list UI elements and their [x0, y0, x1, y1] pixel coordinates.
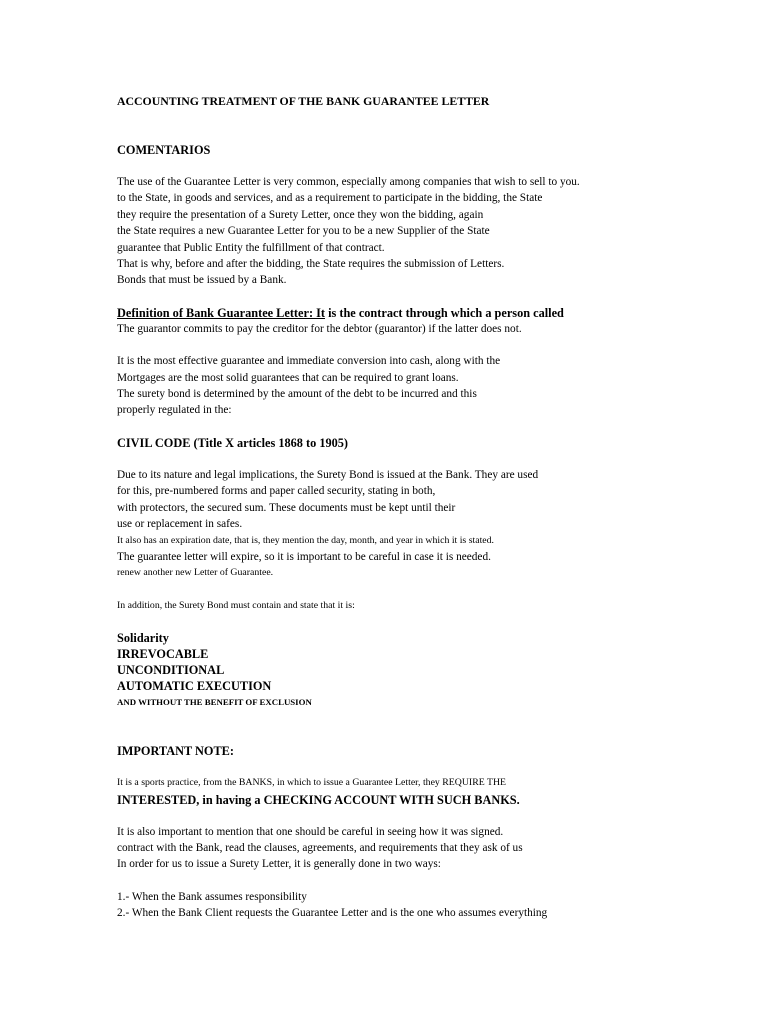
- paragraph-line: Bonds that must be issued by a Bank.: [117, 274, 287, 287]
- document-body: [117, 93, 737, 922]
- important-paragraph: [117, 775, 737, 807]
- definition-paragraph: [117, 305, 737, 337]
- paragraph-line: contract with the Bank, read the clauses, agreements, and requirements that they ask of us: [117, 841, 523, 854]
- paragraph-line: Due to its nature and legal implications, the Surety Bond is issued at the Bank. They are used: [117, 468, 539, 481]
- paragraph-line: The surety bond is determined by the amount of the debt to be incurred and this: [117, 388, 477, 401]
- paragraph-line: It also has an expiration date, that is, they mention the day, month, and year in which it is stated.: [117, 534, 494, 546]
- property-item: Solidarity: [117, 631, 169, 646]
- comentarios-heading: COMENTARIOS: [117, 143, 211, 157]
- ways-list: [117, 889, 737, 922]
- paragraph-line: the State requires a new Guarantee Letter for you to be a new Supplier of the State: [117, 225, 490, 238]
- paragraph-line: Mortgages are the most solid guarantees that can be required to grant loans.: [117, 371, 459, 384]
- property-item: AUTOMATIC EXECUTION: [117, 679, 272, 694]
- paragraph-line: It is the most effective guarantee and immediate conversion into cash, along with the: [117, 355, 501, 368]
- paragraph-line: with protectors, the secured sum. These documents must be kept until their: [117, 501, 456, 514]
- paragraph-line: The use of the Guarantee Letter is very common, especially among companies that wish to sell to you.: [117, 176, 580, 188]
- nature-paragraph: [117, 467, 737, 582]
- paragraph-line: properly regulated in the:: [117, 404, 232, 417]
- paragraph-line: use or replacement in safes.: [117, 518, 243, 531]
- paragraph-line: It is a sports practice, from the BANKS, in which to issue a Guarantee Letter, they REQUIRE THE: [117, 777, 507, 789]
- way-item: 1.- When the Bank assumes responsibility: [117, 890, 307, 903]
- addition-line: In addition, the Surety Bond must contain and state that it is:: [117, 599, 355, 611]
- civil-code-heading: CIVIL CODE (Title X articles 1868 to 1905): [117, 435, 349, 450]
- paragraph-line: guarantee that Public Entity the fulfillment of that contract.: [117, 241, 385, 254]
- paragraph-line: they require the presentation of a Surety Letter, once they won the bidding, again: [117, 208, 484, 221]
- paragraph-line: INTERESTED, in having a CHECKING ACCOUNT WITH SUCH BANKS.: [117, 792, 520, 807]
- properties-list: [117, 630, 737, 710]
- definition-rest: is the contract through which a person called: [325, 305, 564, 320]
- paragraph-line: It is also important to mention that one should be careful in seeing how it was signed.: [117, 825, 504, 838]
- way-item: 2.- When the Bank Client requests the Guarantee Letter and is the one who assumes everything: [117, 907, 548, 920]
- paragraph-line: That is why, before and after the bidding, the State requires the submission of Letters.: [117, 258, 505, 271]
- document-title: ACCOUNTING TREATMENT OF THE BANK GUARANTEE LETTER: [117, 94, 490, 108]
- definition-line: [117, 305, 737, 321]
- property-item: AND WITHOUT THE BENEFIT OF EXCLUSION: [117, 697, 312, 708]
- paragraph-line: for this, pre-numbered forms and paper called security, stating in both,: [117, 485, 436, 498]
- paragraph-line: renew another new Letter of Guarantee.: [117, 567, 274, 579]
- paragraph-line: The guarantee letter will expire, so it is important to be careful in case it is needed.: [117, 550, 491, 563]
- important-note-heading: IMPORTANT NOTE:: [117, 744, 234, 759]
- property-item: UNCONDITIONAL: [117, 663, 225, 678]
- property-item: IRREVOCABLE: [117, 647, 209, 662]
- paragraph-line: to the State, in goods and services, and as a requirement to participate in the bidding, the State: [117, 192, 543, 205]
- definition-label: Definition of Bank Guarantee Letter: It: [117, 305, 325, 320]
- effective-paragraph: [117, 353, 737, 419]
- paragraph-line: The guarantor commits to pay the creditor for the debtor (guarantor) if the latter does not.: [117, 322, 522, 335]
- careful-paragraph: [117, 824, 737, 873]
- paragraph-line: In order for us to issue a Surety Letter, it is generally done in two ways:: [117, 858, 441, 871]
- intro-paragraph: [117, 174, 737, 289]
